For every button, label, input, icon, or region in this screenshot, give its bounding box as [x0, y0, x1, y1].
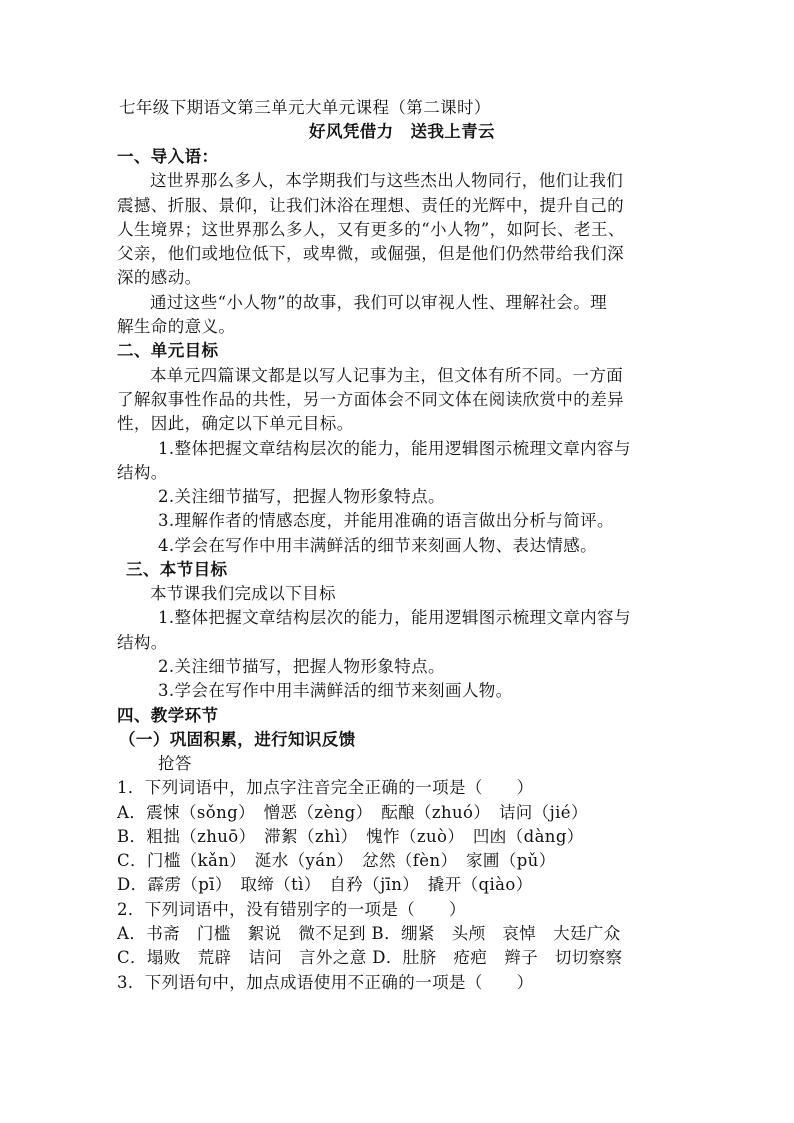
- goal-item: 2.关注细节描写，把握人物形象特点。: [158, 657, 445, 676]
- option: C．塌败 荒辟 诘问 言外之意 D．肚脐 疮疤 辫子 切切察察: [117, 948, 623, 967]
- paragraph-line: 本节课我们完成以下目标: [150, 584, 336, 603]
- document-header: 七年级下期语文第三单元大单元课程（第二课时）: [119, 98, 491, 117]
- goal-item: 结构。: [117, 633, 168, 652]
- option: C．门槛（kǎn） 涎水（yán） 忿然（fèn） 家圃（pǔ）: [117, 851, 556, 870]
- goal-item: 4.学会在写作中用丰满鲜活的细节来刻画人物、表达情感。: [158, 536, 598, 555]
- option: A．震悚（sǒng） 憎恶（zèng） 酝酿（zhuó） 诘问（jié）: [117, 803, 588, 822]
- goal-item: 结构。: [117, 463, 168, 482]
- goal-item: 3.学会在写作中用丰满鲜活的细节来刻画人物。: [158, 681, 513, 700]
- paragraph-line: 这世界那么多人，本学期我们与这些杰出人物同行，他们让我们: [150, 171, 624, 190]
- goal-item: 3.理解作者的情感态度，并能用准确的语言做出分析与简评。: [158, 511, 614, 530]
- goal-item: 2.关注细节描写，把握人物形象特点。: [158, 487, 445, 506]
- subsection-heading: （一）巩固积累，进行知识反馈: [119, 730, 356, 749]
- paragraph-line: 本单元四篇课文都是以写人记事为主，但文体有所不同。一方面: [150, 366, 624, 385]
- paragraph-line: 性，因此，确定以下单元目标。: [117, 414, 354, 433]
- section-heading-teaching: 四、教学环节: [117, 706, 219, 725]
- question: 2．下列词语中，没有错别字的一项是（ ）: [117, 900, 466, 919]
- section-heading-unit-goals: 二、单元目标: [117, 341, 219, 360]
- section-heading-intro: 一、导入语：: [117, 147, 219, 166]
- question: 3．下列语句中，加点成语使用不正确的一项是（ ）: [117, 973, 534, 992]
- option: B．粗拙（zhuō） 滞絮（zhì） 愧怍（zuò） 凹凼（dàng）: [117, 827, 584, 846]
- paragraph-line: 父亲，他们或地位低下，或卑微，或倔强，但是他们仍然带给我们深: [117, 244, 624, 263]
- question: 1．下列词语中，加点字注音完全正确的一项是（ ）: [117, 778, 534, 797]
- paragraph-line: 人生境界；这世界那么多人，又有更多的“小人物”，如阿长、老王、: [117, 220, 625, 239]
- paragraph-line: 解生命的意义。: [117, 317, 236, 336]
- paragraph-line: 通过这些“小人物”的故事，我们可以审视人性、理解社会。理: [150, 293, 608, 312]
- goal-item: 1.整体把握文章结构层次的能力，能用逻辑图示梳理文章内容与: [158, 439, 631, 458]
- activity-label: 抢答: [158, 754, 192, 773]
- goal-item: 1.整体把握文章结构层次的能力，能用逻辑图示梳理文章内容与: [158, 608, 631, 627]
- section-heading-lesson-goals: 三、本节目标: [126, 560, 228, 579]
- paragraph-line: 了解叙事性作品的共性，另一方面体会不同文体在阅读欣赏中的差异: [117, 390, 624, 409]
- option: D．霹雳（pī） 取缔（tì） 自矜（jīn） 撬开（qiào）: [117, 875, 533, 894]
- document-title: 好风凭借力 送我上青云: [309, 122, 495, 141]
- paragraph-line: 震撼、折服、景仰，让我们沐浴在理想、责任的光辉中，提升自己的: [117, 196, 624, 215]
- option: A．书斋 门槛 絮说 微不足到 B．绷紧 头颅 哀悼 大廷广众: [117, 924, 621, 943]
- paragraph-line: 深的感动。: [117, 268, 202, 287]
